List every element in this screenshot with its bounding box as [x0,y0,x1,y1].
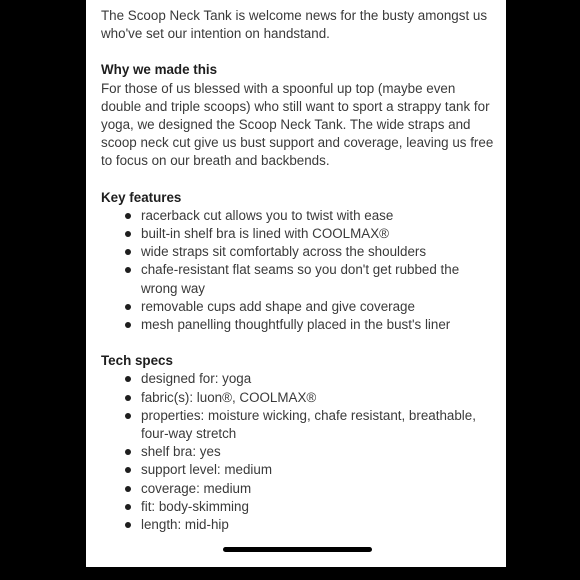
phone-screen [86,0,506,567]
list-item: properties: moisture wicking, chafe resistant, breathable, four-way stretch [101,407,496,443]
list-item: designed for: yoga [101,370,496,388]
list-item: coverage: medium [101,480,496,498]
list-item: wide straps sit comfortably across the shoulders [101,243,496,261]
list-item: fabric(s): luon®, COOLMAX® [101,389,496,407]
why-section [101,61,496,170]
list-item: removable cups add shape and give coverage [101,298,496,316]
list-item: mesh panelling thoughtfully placed in the bust's liner [101,316,496,334]
list-item: racerback cut allows you to twist with ease [101,207,496,225]
list-item: fit: body-skimming [101,498,496,516]
key-features-section [101,189,496,335]
tech-specs-section [101,352,496,534]
list-item: chafe-resistant flat seams so you don't get rubbed the wrong way [101,261,496,297]
why-heading: Why we made this [101,62,218,78]
key-features-list [101,207,496,334]
list-item: length: mid-hip [101,516,496,534]
list-item: built-in shelf bra is lined with COOLMAX® [101,225,496,243]
why-body: For those of us blessed with a spoonful up top (maybe even double and triple scoops) who still want to sport a strappy tank for yoga, we designed the Scoop Neck Tank. The wide straps and scoop neck cut give us bust support and coverage, leaving us free to focus on our breath and backbends. [101,80,494,169]
list-item: support level: medium [101,461,496,479]
home-indicator[interactable] [223,547,372,552]
product-description [101,7,496,552]
tech-specs-heading: Tech specs [101,353,173,369]
intro-paragraph: The Scoop Neck Tank is welcome news for the busty amongst us who've set our intention on handstand. [101,8,488,42]
key-features-heading: Key features [101,189,182,205]
list-item: shelf bra: yes [101,443,496,461]
tech-specs-list [101,370,496,534]
